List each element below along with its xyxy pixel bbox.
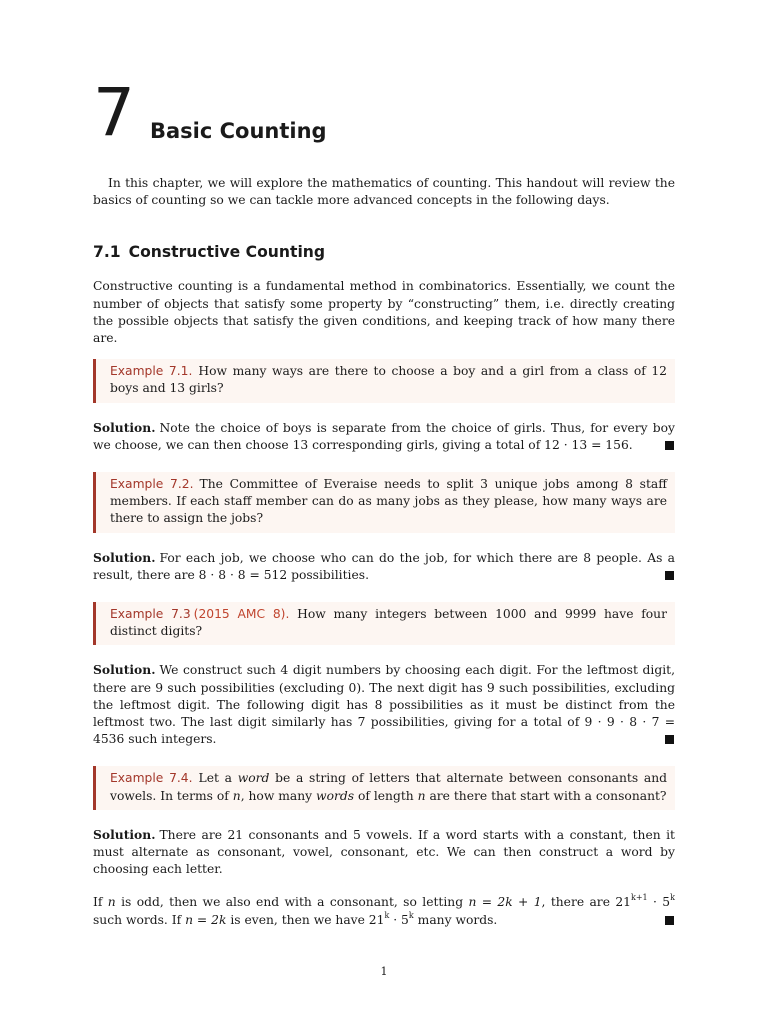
qed-square-icon [665,571,674,580]
solution-text: For each job, we choose who can do the job, for which there are 8 people. As a result, there are 8 · 8 · 8 = 512 possibilities. [93,550,675,582]
chapter-intro: In this chapter, we will explore the mathematics of counting. This handout will review the basics of counting so we can tackle more advanced concepts in the following days. [93,176,675,208]
text-fragment: of length [357,788,414,803]
math-exponent: k [408,910,414,920]
text-fragment: be a string of letters that alternate between consonants and vowels. In terms of [110,771,667,803]
text-fragment: If [93,895,103,910]
italic-term: words [316,788,355,803]
math-variable: n [232,788,241,803]
page-content [93,74,675,929]
text-fragment: , there are 21 [541,895,631,910]
text-fragment: is even, then we have 21 [230,912,385,927]
text-fragment: is odd, then we also end with a consonant, so letting [121,895,464,910]
example-text [110,606,667,640]
example-source: (2015 AMC 8). [193,607,290,622]
text-fragment: many words. [417,912,498,927]
solution-text: There are 21 consonants and 5 vowels. If a word starts with a constant, then it must alternate as consonant, vowel, consonant, etc. We can then construct a word by choosing each letter. [93,827,675,877]
qed-square-icon [665,916,674,925]
example-text [110,476,667,528]
solution-text: We construct such 4 digit numbers by choosing each digit. For the leftmost digit, there are 9 such possibilities (excluding 0). The next digit has 9 such possibilities, excluding the leftmost digit. The following digit has 8 possibilities as it must be distinct from the leftmost two. The last digit similarly has 7 possibilities, giving for a total of 9 · 9 · 8 · 7 = 4536 such integers. [93,663,675,747]
example-box-7-2 [93,472,675,533]
solution-7-1 [93,419,675,454]
chapter-number: 7 [93,74,134,151]
solution-label: Solution. [93,826,156,842]
page-number: 1 [380,965,388,978]
text-fragment: · 5 [653,895,671,910]
math-equation: n = 2k [185,912,227,927]
example-question: How many ways are there to choose a boy and a girl from a class of 12 boys and 13 girls? [110,364,667,396]
text-fragment: , how many [240,788,313,803]
text-fragment: Let a [198,771,232,786]
example-question: How many integers between 1000 and 9999 have four distinct digits? [110,607,667,639]
text-fragment: · 5 [393,912,409,927]
text-fragment: are there that start with a consonant? [429,788,667,803]
math-variable: n [417,788,426,803]
math-exponent: k [384,910,390,920]
example-box-7-1 [93,359,675,402]
example-label: Example 7.4. [110,771,193,786]
solution-text: Note the choice of boys is separate from the choice of girls. Thus, for every boy we choose, we can then choose 13 corresponding girls, giving a total of 12 · 13 = 156. [93,420,675,452]
section-intro: Constructive counting is a fundamental method in combinatorics. Essentially, we count the number of objects that satisfy some property by “constructing” them, i.e. directly creating the possible objects that satisfy the given conditions, and keeping track of how many there are. [93,279,675,346]
solution-label: Solution. [93,419,156,435]
math-exponent: k [670,893,675,903]
example-question: The Committee of Everaise needs to split 3 unique jobs among 8 staff members. If each staff member can do as many jobs as they please, how many ways are there to assign the jobs? [110,477,667,526]
math-equation: n = 2k + 1 [468,895,542,910]
section-number: 7.1 [93,243,121,262]
math-exponent: k+1 [630,893,648,903]
chapter-heading [93,74,675,151]
example-text [110,770,667,804]
solution-7-3 [93,661,675,748]
section-title: Constructive Counting [128,243,326,262]
example-label: Example 7.2. [110,477,194,492]
solution-7-2 [93,549,675,584]
solution-7-4-paragraph-2 [93,894,675,928]
example-label: Example 7.3 [110,607,191,622]
section-heading [93,242,675,262]
example-label: Example 7.1. [110,364,193,379]
example-box-7-3 [93,602,675,645]
example-box-7-4 [93,766,675,809]
qed-square-icon [665,735,674,744]
solution-7-4 [93,826,675,879]
text-fragment: such words. If [93,912,182,927]
example-text [110,363,667,397]
math-variable: n [107,895,116,910]
solution-label: Solution. [93,662,156,678]
italic-term: word [237,771,270,786]
chapter-title: Basic Counting [150,119,327,143]
solution-label: Solution. [93,549,156,565]
qed-square-icon [665,441,674,450]
